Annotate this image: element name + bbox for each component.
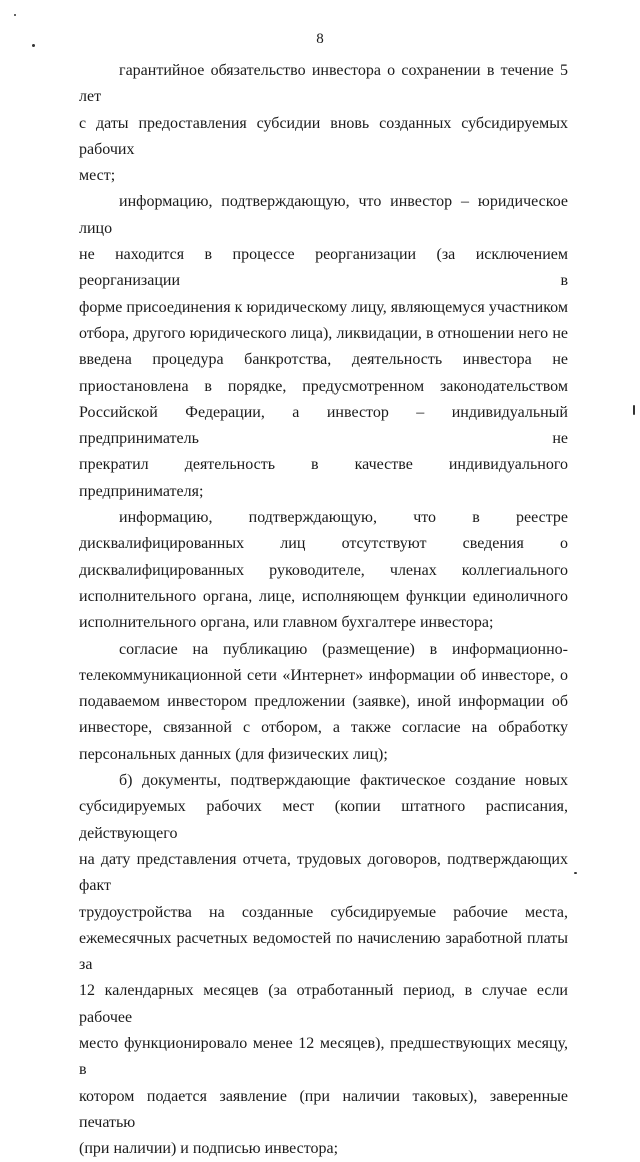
paragraph-disqualified-registry — [79, 505, 568, 636]
text-line: мест; — [79, 167, 116, 185]
text-line: приостановлена в порядке, предусмотренном законодательством — [79, 377, 568, 395]
scan-speck — [14, 14, 16, 16]
paragraph-guarantee — [79, 58, 568, 189]
text-line: с даты предоставления субсидии вновь созданных субсидируемых рабочих — [79, 114, 568, 158]
text-line: не находится в процессе реорганизации (за исключением реорганизации в — [79, 246, 568, 290]
page-number: 8 — [316, 31, 324, 47]
text-line: субсидируемых рабочих мест (копии штатного расписания, действующего — [79, 798, 568, 842]
text-line: персональных данных (для физических лиц); — [79, 745, 388, 763]
text-line: подаваемом инвестором предложении (заявке), иной информации об — [79, 693, 568, 711]
text-line: телекоммуникационной сети «Интернет» информации об инвесторе, о — [79, 666, 568, 684]
text-line: котором подается заявление (при наличии таковых), заверенные печатью — [79, 1087, 568, 1131]
scan-speck — [32, 44, 35, 47]
paragraph-publication-consent — [79, 637, 568, 768]
paragraph-legal-status — [79, 189, 568, 505]
document-body — [79, 58, 568, 1162]
scan-speck — [633, 405, 635, 415]
text-line: информацию, подтверждающую, что в реестре — [119, 509, 568, 527]
text-line: информацию, подтверждающую, что инвестор – юридическое лицо — [79, 193, 568, 237]
text-line: б) документы, подтверждающие фактическое создание новых — [119, 772, 568, 790]
text-line: на дату представления отчета, трудовых договоров, подтверждающих факт — [79, 850, 568, 895]
text-line: исполнительного органа, или главном бухгалтере инвестора; — [79, 614, 494, 632]
text-line: прекратил деятельность в качестве индивидуального предпринимателя; — [79, 456, 568, 500]
text-line: введена процедура банкротства, деятельность инвестора не — [79, 351, 568, 369]
text-line: гарантийное обязательство инвестора о сохранении в течение 5 лет — [79, 62, 568, 106]
paragraph-job-creation-documents — [79, 768, 568, 1162]
text-line: ежемесячных расчетных ведомостей по начислению заработной платы за — [79, 929, 568, 974]
text-line: форме присоединения к юридическому лицу, являющемуся участником — [79, 298, 568, 316]
text-line: (при наличии) и подписью инвестора; — [79, 1140, 339, 1158]
text-line: исполнительного органа, лице, исполняющем функции единоличного — [79, 587, 568, 605]
scan-speck — [574, 872, 577, 874]
text-line: место функционировало менее 12 месяцев), предшествующих месяцу, в — [79, 1034, 568, 1079]
text-line: согласие на публикацию (размещение) в информационно- — [119, 640, 568, 658]
text-line: инвесторе, связанной с отбором, а также согласие на обработку — [79, 719, 568, 737]
text-line: дисквалифицированных лиц отсутствуют сведения о — [79, 535, 568, 553]
text-line: 12 календарных месяцев (за отработанный период, в случае если рабочее — [79, 982, 568, 1026]
text-line: дисквалифицированных руководителе, членах коллегиального — [79, 561, 568, 579]
text-line: Российской Федерации, а инвестор – индивидуальный предприниматель не — [79, 403, 568, 448]
text-line: трудоустройства на созданные субсидируемые рабочие места, — [79, 903, 568, 921]
text-line: отбора, другого юридического лица), ликвидации, в отношении него не — [79, 324, 568, 342]
